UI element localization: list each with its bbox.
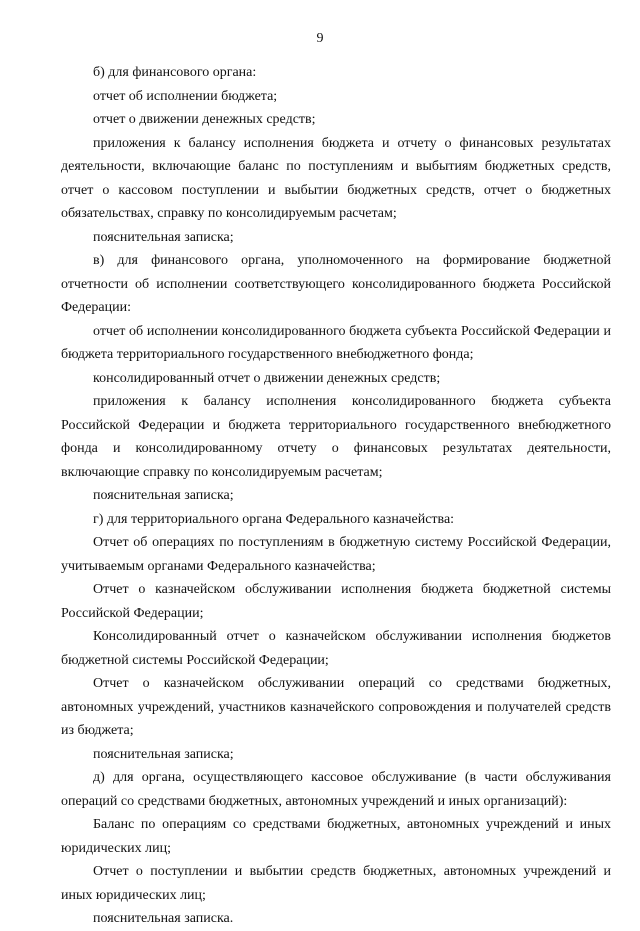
paragraph: в) для финансового органа, уполномоченного на формирование бюджетной отчетности об исполнении соответствующего консолидированного бюджета Российской Федерации: bbox=[61, 253, 611, 315]
paragraph: консолидированный отчет о движении денежных средств; bbox=[93, 370, 441, 386]
paragraph: Баланс по операциям со средствами бюджетных, автономных учреждений и иных юридических лиц; bbox=[61, 817, 611, 856]
paragraph: Отчет о казначейском обслуживании исполнения бюджета бюджетной системы Российской Федерации; bbox=[61, 582, 611, 621]
paragraph: г) для территориального органа Федерального казначейства: bbox=[93, 511, 455, 527]
paragraph: Консолидированный отчет о казначейском обслуживании исполнения бюджетов бюджетной системы Российской Федерации; bbox=[61, 629, 611, 668]
paragraph: приложения к балансу исполнения бюджета и отчету о финансовых результатах деятельности, включающие баланс по поступлениям и выбытиям бюджетных средств, отчет о кассовом поступлении и выбытии бюджетных средств, отчет о бюджетных обязательствах, справку по консолидируемым расчетам; bbox=[61, 135, 611, 221]
paragraph: д) для органа, осуществляющего кассовое обслуживание (в части обслуживания операций со средствами бюджетных, автономных учреждений и иных организаций): bbox=[61, 770, 611, 809]
paragraph: пояснительная записка; bbox=[93, 488, 234, 503]
paragraph: пояснительная записка; bbox=[93, 229, 234, 245]
paragraph: отчет о движении денежных средств; bbox=[93, 112, 316, 127]
paragraph: пояснительная записка; bbox=[93, 746, 234, 762]
paragraph: пояснительная записка. bbox=[93, 911, 234, 926]
page-number: 9 bbox=[316, 31, 324, 46]
paragraph: Отчет об операциях по поступлениям в бюджетную систему Российской Федерации, учитываемым органами Федерального казначейства; bbox=[61, 535, 611, 574]
paragraph: б) для финансового органа: bbox=[93, 65, 257, 80]
paragraph: приложения к балансу исполнения консолидированного бюджета субъекта Российской Федерации и бюджета территориального государственного внебюджетного фонда и консолидированному отчету о финансовых результатах деятельности, включающие справку по консолидируемым расчетам; bbox=[61, 394, 611, 480]
paragraph: отчет об исполнении бюджета; bbox=[93, 88, 278, 104]
document-body bbox=[61, 61, 611, 931]
paragraph: Отчет о казначейском обслуживании операций со средствами бюджетных, автономных учреждений, участников казначейского сопровождения и получателей средств из бюджета; bbox=[61, 676, 611, 738]
paragraph: Отчет о поступлении и выбытии средств бюджетных, автономных учреждений и иных юридических лиц; bbox=[61, 864, 611, 903]
paragraph: отчет об исполнении консолидированного бюджета субъекта Российской Федерации и бюджета территориального государственного внебюджетного фонда; bbox=[61, 323, 611, 362]
